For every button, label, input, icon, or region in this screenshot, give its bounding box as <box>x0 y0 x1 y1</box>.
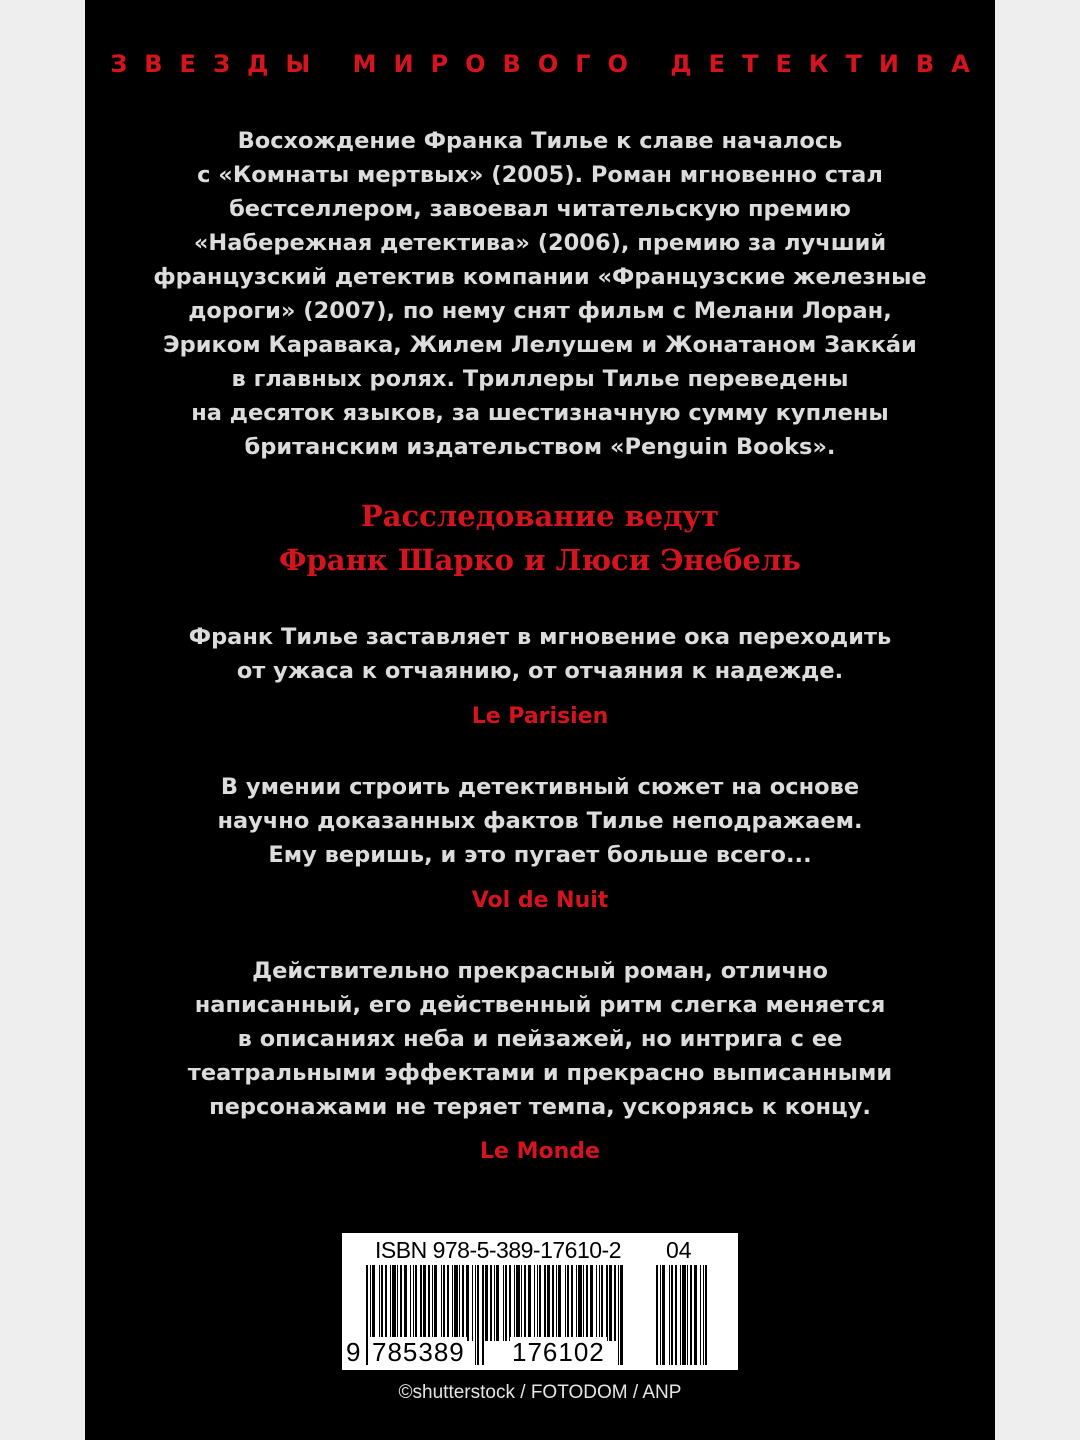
series-title: ЗВЕЗДЫ МИРОВОГО ДЕТЕКТИВА <box>110 50 987 78</box>
barcode-bar <box>558 1265 561 1341</box>
barcode-bar <box>420 1265 422 1341</box>
barcode-bar <box>459 1265 460 1341</box>
barcode-bar <box>485 1265 488 1341</box>
blurb-line: на десяток языков, за шестизначную сумму куплены <box>191 400 889 426</box>
barcode-bar <box>547 1265 550 1341</box>
barcode-bar <box>599 1265 600 1341</box>
blurb-line: «Набережная детектива» (2006), премию за лучший <box>193 230 887 256</box>
barcode-bar <box>379 1265 380 1341</box>
isbn-addon-label: 04 <box>666 1237 692 1263</box>
review-quote <box>140 954 940 1124</box>
barcode-bar <box>400 1265 402 1341</box>
barcode-bar <box>475 1265 476 1365</box>
barcode-bar <box>410 1265 411 1341</box>
barcode-bar <box>505 1265 507 1341</box>
barcode-bar <box>539 1265 541 1341</box>
barcode-bar <box>428 1265 430 1341</box>
barcode-bar <box>524 1265 526 1341</box>
barcode-bar <box>660 1265 661 1365</box>
barcode-bar <box>466 1265 469 1341</box>
author-blurb <box>140 124 940 464</box>
quote-line: Ему веришь, и это пугает больше всего... <box>268 842 812 868</box>
barcode-bar <box>583 1265 584 1341</box>
barcode-bar <box>423 1265 426 1341</box>
barcode-bar <box>385 1265 387 1341</box>
barcode-bar <box>490 1265 492 1341</box>
barcode-bar <box>454 1265 458 1341</box>
quote-line: от ужаса к отчаянию, от отчаяния к надежде. <box>236 658 844 684</box>
barcode-bar <box>537 1265 538 1341</box>
investigators-line: Франк Шарко и Люси Энебель <box>279 543 801 577</box>
review-source: Le Parisien <box>471 704 609 729</box>
barcode-bar <box>609 1265 612 1341</box>
barcode-bar <box>565 1265 566 1341</box>
barcode-bar <box>462 1265 464 1341</box>
quote-line: Франк Тилье заставляет в мгновение ока переходить <box>188 624 892 650</box>
barcode-bar <box>415 1265 417 1341</box>
review-source: Le Monde <box>480 1139 600 1164</box>
blurb-line: Эриком Каравака, Жилем Лелушем и Жонатаном Закка́и <box>163 332 917 358</box>
quote-line: научно доказанных фактов Тилье неподражаем. <box>217 808 863 834</box>
barcode-bar <box>687 1265 688 1365</box>
barcode-bar <box>528 1265 531 1341</box>
isbn-label: ISBN 978-5-389-17610-2 <box>375 1237 621 1263</box>
blurb-line: дороги» (2007), по нему снят фильм с Мелани Лоран, <box>188 298 892 324</box>
barcode-bar <box>680 1265 681 1365</box>
barcode-bar <box>521 1265 522 1341</box>
isbn-barcode <box>342 1233 738 1370</box>
barcode-bar <box>556 1265 557 1341</box>
blurb-line: британским издательством «Penguin Books». <box>244 434 836 460</box>
barcode-bar <box>443 1265 445 1341</box>
barcode-digits-right: 176102 <box>512 1337 605 1367</box>
barcode-bar <box>534 1265 535 1341</box>
barcode-bar <box>606 1265 608 1341</box>
barcode-bar <box>703 1265 704 1365</box>
barcode-bar <box>441 1265 442 1341</box>
blurb-line: бестселлером, завоевал читательскую премию <box>229 196 851 222</box>
barcode-digits-left: 785389 <box>372 1337 465 1367</box>
barcode-bar <box>413 1265 414 1341</box>
blurb-line: с «Комнаты мертвых» (2005). Роман мгновенно стал <box>197 162 883 188</box>
barcode-bar <box>516 1265 520 1341</box>
blurb-line: в главных ролях. Триллеры Тилье переведены <box>231 366 849 392</box>
barcode-bar <box>397 1265 398 1341</box>
barcode-bar <box>705 1265 707 1365</box>
barcode-bar <box>671 1265 673 1365</box>
barcode-bar <box>656 1265 658 1365</box>
barcode-bar <box>614 1265 616 1341</box>
barcode-bar <box>514 1265 515 1341</box>
barcode-bar <box>381 1265 383 1341</box>
quote-line: В умении строить детективный сюжет на основе <box>220 774 860 800</box>
barcode-bar <box>452 1265 453 1341</box>
barcode-bar <box>694 1265 697 1365</box>
review-quote <box>140 770 940 872</box>
barcode-bar <box>503 1265 504 1341</box>
barcode-bar <box>620 1265 623 1365</box>
barcode-bar <box>552 1265 554 1341</box>
barcode-bar <box>618 1265 619 1365</box>
blurb-line: Восхождение Франка Тилье к славе началось <box>237 128 843 154</box>
barcode-bar <box>567 1265 569 1341</box>
barcode-bar <box>482 1265 484 1365</box>
investigators-line: Расследование ведут <box>360 499 720 533</box>
barcode-bar <box>472 1265 473 1341</box>
barcode-bar <box>496 1265 499 1341</box>
barcode-bar <box>432 1265 433 1341</box>
barcode-bar <box>477 1265 479 1365</box>
quote-line: персонажами не теряет темпа, ускоряясь к концу. <box>209 1094 871 1120</box>
barcode-bar <box>669 1265 670 1365</box>
barcode-bar <box>390 1265 391 1341</box>
barcode-bar <box>675 1265 677 1365</box>
barcode-digit-first: 9 <box>346 1337 361 1367</box>
review-quote <box>140 620 940 688</box>
barcode-bar <box>690 1265 692 1365</box>
quote-line: в описаниях неба и пейзажей, но интрига с ее <box>237 1026 843 1052</box>
book-back-cover <box>85 0 995 1440</box>
barcode-bar <box>447 1265 449 1341</box>
barcode-bar <box>700 1265 701 1365</box>
barcode-bar <box>590 1265 593 1341</box>
barcode-bar <box>601 1265 603 1341</box>
barcode-bar <box>494 1265 495 1341</box>
barcode-bar <box>662 1265 665 1365</box>
barcode-bar <box>576 1265 577 1341</box>
barcode-bar <box>682 1265 686 1365</box>
barcode-bar <box>596 1265 597 1341</box>
quote-line: написанный, его действенный ритм слегка меняется <box>194 992 886 1018</box>
blurb-line: французский детектив компании «Французские железные <box>153 264 927 290</box>
quote-line: театральными эффектами и прекрасно выписанными <box>187 1060 893 1086</box>
barcode-bar <box>404 1265 407 1341</box>
barcode-bar <box>509 1265 511 1341</box>
photo-credit: ©shutterstock / FOTODOM / ANP <box>398 1382 682 1403</box>
barcode-bar <box>586 1265 588 1341</box>
barcode-bar <box>366 1265 368 1365</box>
barcode-bar <box>571 1265 573 1341</box>
barcode-bar <box>392 1265 396 1341</box>
barcode-bar <box>434 1265 437 1341</box>
barcode-bar <box>578 1265 582 1341</box>
review-source: Vol de Nuit <box>471 888 609 913</box>
quote-line: Действительно прекрасный роман, отлично <box>252 958 828 984</box>
barcode-bar <box>544 1265 546 1341</box>
investigators-heading <box>85 494 995 582</box>
